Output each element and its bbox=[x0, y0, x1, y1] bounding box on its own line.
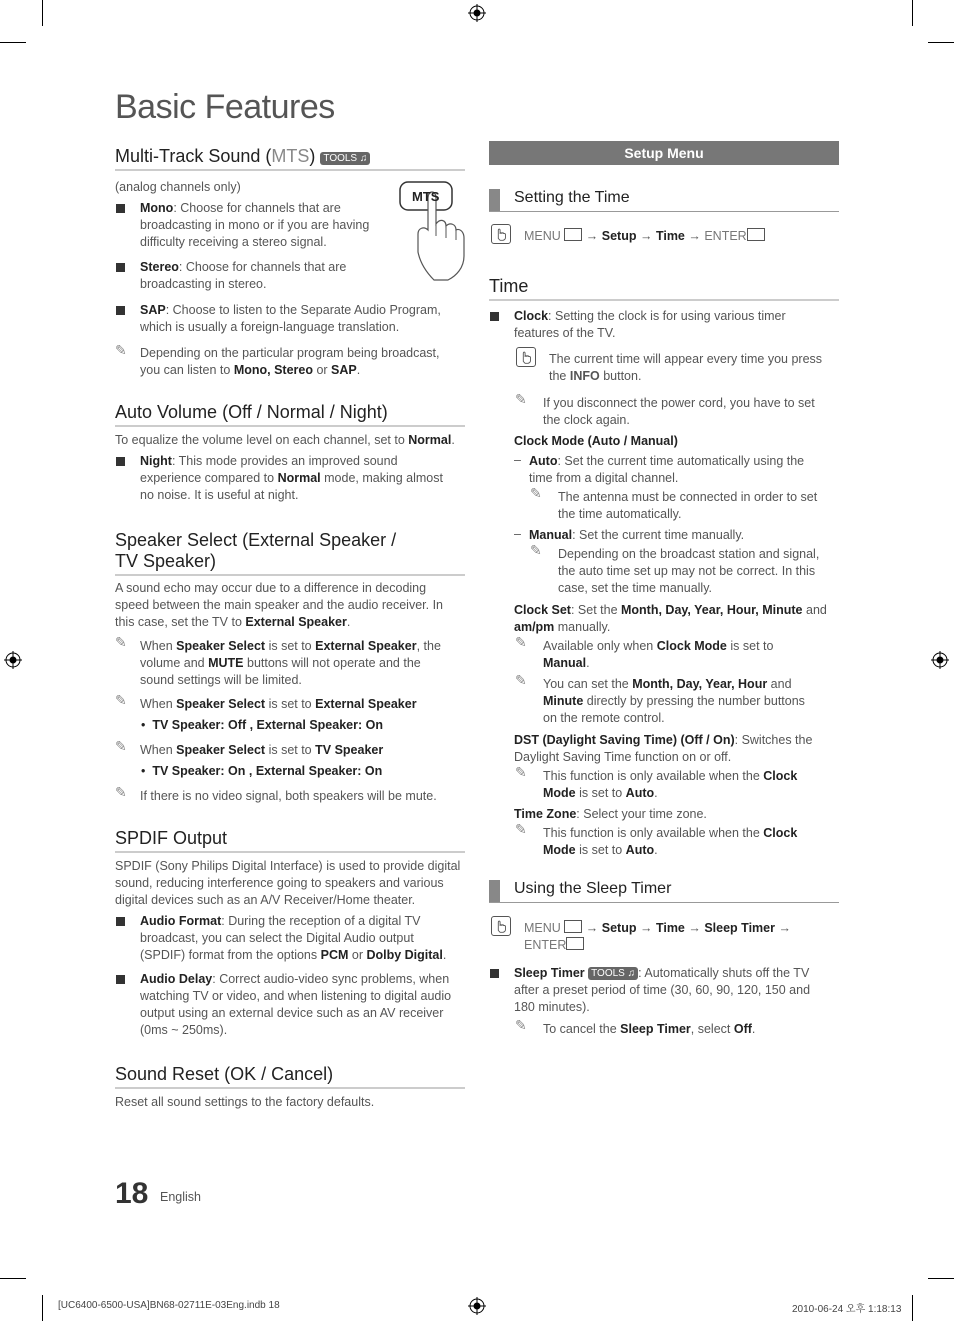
section-heading-mts bbox=[115, 146, 465, 171]
audio-format-description: Audio Format: During the reception of a digital TV broadcast, you can select the Digital Audio output (SPDIF) format from the options PCM or Dolby Digital. bbox=[140, 914, 447, 962]
analog-note: (analog channels only) bbox=[115, 180, 241, 194]
sleep-timer-note: To cancel the Sleep Timer, select Off. bbox=[543, 1022, 756, 1036]
crop-mark bbox=[912, 1295, 913, 1321]
speaker-note-2: When Speaker Select is set to External Speaker bbox=[140, 697, 417, 711]
section-heading-auto-volume: Auto Volume (Off / Normal / Night) bbox=[115, 402, 465, 427]
setting-time-menu-path: MENU → Setup → Time → ENTER bbox=[524, 228, 765, 245]
bullet-square-icon bbox=[490, 312, 499, 321]
clock-mode-label: Clock Mode (Auto / Manual) bbox=[514, 434, 678, 448]
crop-mark bbox=[42, 1295, 43, 1321]
registration-mark-icon bbox=[468, 4, 486, 22]
sap-description: SAP: Choose to listen to the Separate Audio Program, which is usually a foreign-language translation. bbox=[140, 303, 441, 334]
speaker-note-3: When Speaker Select is set to TV Speaker bbox=[140, 743, 384, 757]
heading-mts-text: MTS bbox=[271, 146, 310, 166]
page-number: 18 bbox=[115, 1177, 149, 1210]
speaker-note-4: If there is no video signal, both speakers will be mute. bbox=[140, 789, 437, 803]
bullet-square-icon bbox=[116, 975, 125, 984]
hand-icon bbox=[516, 347, 536, 367]
time-zone-note: This function is only available when the Clock Mode is set to Auto. bbox=[543, 826, 798, 857]
footer-timestamp: 2010-06-24 오후 1:18:13 bbox=[792, 1304, 902, 1315]
bullet-square-icon bbox=[490, 969, 499, 978]
bullet-square-icon bbox=[116, 917, 125, 926]
speaker-note-1: When Speaker Select is set to External Speaker, the volume and MUTE buttons will not operate and the sound settings will be limited. bbox=[140, 639, 441, 687]
heading-text: Multi-Track Sound ( bbox=[115, 146, 272, 166]
section-heading-time: Time bbox=[489, 276, 839, 301]
pencil-note-icon: ✎ bbox=[530, 485, 542, 501]
registration-mark-icon bbox=[4, 651, 22, 669]
pencil-note-icon: ✎ bbox=[515, 634, 527, 650]
auto-description: Auto: Set the current time automatically using the time from a digital channel. bbox=[529, 454, 805, 485]
antenna-note: The antenna must be connected in order to set the time automatically. bbox=[558, 490, 818, 521]
sleep-timer-menu-path: MENU → Setup → Time → Sleep Timer → ENTER bbox=[524, 921, 791, 952]
pencil-note-icon: ✎ bbox=[115, 692, 127, 708]
mono-description: Mono: Choose for channels that are broadcasting in mono or if you are having difficulty receiving a stereo signal. bbox=[140, 201, 370, 249]
spdif-intro: SPDIF (Sony Philips Digital Interface) is used to provide digital sound, reducing interference going to speakers and various digital devices such as an A/V Receiver/Home theater. bbox=[115, 859, 461, 907]
hand-icon bbox=[491, 224, 511, 244]
enter-icon bbox=[566, 937, 584, 950]
pencil-note-icon: ✎ bbox=[530, 542, 542, 558]
mts-note: Depending on the particular program being broadcast, you can listen to Mono, Stereo or SAP. bbox=[140, 346, 440, 377]
crop-mark bbox=[0, 1278, 26, 1279]
bullet-square-icon bbox=[116, 306, 125, 315]
crop-mark bbox=[0, 42, 26, 43]
sleep-timer-description: Sleep Timer TOOLS ♫ : Automatically shuts off the TV after a preset period of time (30, 60, 90, 120, 150 and 180 minutes). bbox=[514, 966, 811, 1014]
section-heading-sleep-timer: Using the Sleep Timer bbox=[489, 880, 839, 903]
hand-icon bbox=[491, 916, 511, 936]
clock-set-note-2: You can set the Month, Day, Year, Hour and Minute directly by pressing the number buttons on the remote control. bbox=[543, 677, 805, 725]
dash-marker: – bbox=[514, 527, 521, 541]
dst-description: DST (Daylight Saving Time) (Off / On): Switches the Daylight Saving Time function on or off. bbox=[514, 733, 813, 764]
pencil-note-icon: ✎ bbox=[115, 634, 127, 650]
heading-text: ) bbox=[309, 146, 316, 166]
registration-mark-icon bbox=[931, 651, 949, 669]
clock-set-description: Clock Set: Set the Month, Day, Year, Hour, Minute and am/pm manually. bbox=[514, 603, 827, 634]
broadcast-station-note: Depending on the broadcast station and signal, the auto time set up may not be correct. In this case, set the time manually. bbox=[558, 547, 820, 595]
menu-icon bbox=[564, 920, 582, 933]
section-heading-sound-reset: Sound Reset (OK / Cancel) bbox=[115, 1064, 465, 1089]
pencil-note-icon: ✎ bbox=[515, 672, 527, 688]
footer-file-info: [UC6400-6500-USA]BN68-02711E-03Eng.indb 18 bbox=[58, 1300, 280, 1311]
bullet-square-icon bbox=[116, 204, 125, 213]
clock-info-note: The current time will appear every time you press the INFO button. bbox=[549, 352, 823, 383]
power-cord-note: If you disconnect the power cord, you have to set the clock again. bbox=[543, 396, 815, 427]
time-zone-description: Time Zone: Select your time zone. bbox=[514, 807, 707, 821]
pencil-note-icon: ✎ bbox=[515, 821, 527, 837]
speaker-intro: A sound echo may occur due to a difference in decoding speed between the main speaker and the audio receiver. In this case, set the TV to External Speaker. bbox=[115, 581, 443, 629]
pencil-note-icon: ✎ bbox=[115, 784, 127, 800]
bullet-square-icon bbox=[116, 457, 125, 466]
section-heading-speaker-select: Speaker Select (External Speaker / TV Speaker) bbox=[115, 530, 465, 576]
stereo-description: Stereo: Choose for channels that are broadcasting in stereo. bbox=[140, 260, 347, 291]
speaker-bullet-2: • TV Speaker: On , External Speaker: On bbox=[141, 764, 383, 778]
menu-icon bbox=[564, 228, 582, 241]
auto-volume-intro: To equalize the volume level on each channel, set to Normal. bbox=[115, 433, 455, 447]
night-description: Night: This mode provides an improved sound experience compared to Normal mode, making almost no noise. It is useful at night. bbox=[140, 454, 443, 502]
setup-menu-bar: Setup Menu bbox=[489, 141, 839, 165]
tools-badge: TOOLS ♫ bbox=[588, 967, 638, 980]
dst-note: This function is only available when the Clock Mode is set to Auto. bbox=[543, 769, 798, 800]
crop-mark bbox=[912, 0, 913, 26]
pencil-note-icon: ✎ bbox=[115, 738, 127, 754]
heading-bar bbox=[489, 880, 500, 902]
registration-mark-icon bbox=[468, 1297, 486, 1315]
pencil-note-icon: ✎ bbox=[515, 764, 527, 780]
page-language: English bbox=[160, 1190, 201, 1204]
manual-description: Manual: Set the current time manually. bbox=[529, 528, 745, 542]
page-title: Basic Features bbox=[115, 88, 335, 126]
section-heading-setting-time: Setting the Time bbox=[489, 189, 839, 212]
tools-badge: TOOLS ♫ bbox=[320, 152, 370, 165]
dash-marker: – bbox=[514, 453, 521, 467]
crop-mark bbox=[928, 1278, 954, 1279]
pencil-note-icon: ✎ bbox=[115, 342, 127, 358]
remote-mts-label: MTS bbox=[412, 189, 440, 204]
crop-mark bbox=[42, 0, 43, 26]
pencil-note-icon: ✎ bbox=[515, 1017, 527, 1033]
speaker-bullet-1: • TV Speaker: Off , External Speaker: On bbox=[141, 718, 383, 732]
sound-reset-description: Reset all sound settings to the factory defaults. bbox=[115, 1095, 375, 1109]
pencil-note-icon: ✎ bbox=[515, 391, 527, 407]
clock-set-note-1: Available only when Clock Mode is set to Manual. bbox=[543, 639, 774, 670]
clock-description: Clock: Setting the clock is for using various timer features of the TV. bbox=[514, 309, 786, 340]
audio-delay-description: Audio Delay: Correct audio-video sync problems, when watching TV or video, and when listening to digital audio output using an external device such as an AV receiver (0ms ~ 250ms). bbox=[140, 972, 452, 1037]
bullet-square-icon bbox=[116, 263, 125, 272]
heading-bar bbox=[489, 189, 500, 211]
crop-mark bbox=[928, 42, 954, 43]
section-heading-spdif: SPDIF Output bbox=[115, 828, 465, 853]
enter-icon bbox=[747, 228, 765, 241]
